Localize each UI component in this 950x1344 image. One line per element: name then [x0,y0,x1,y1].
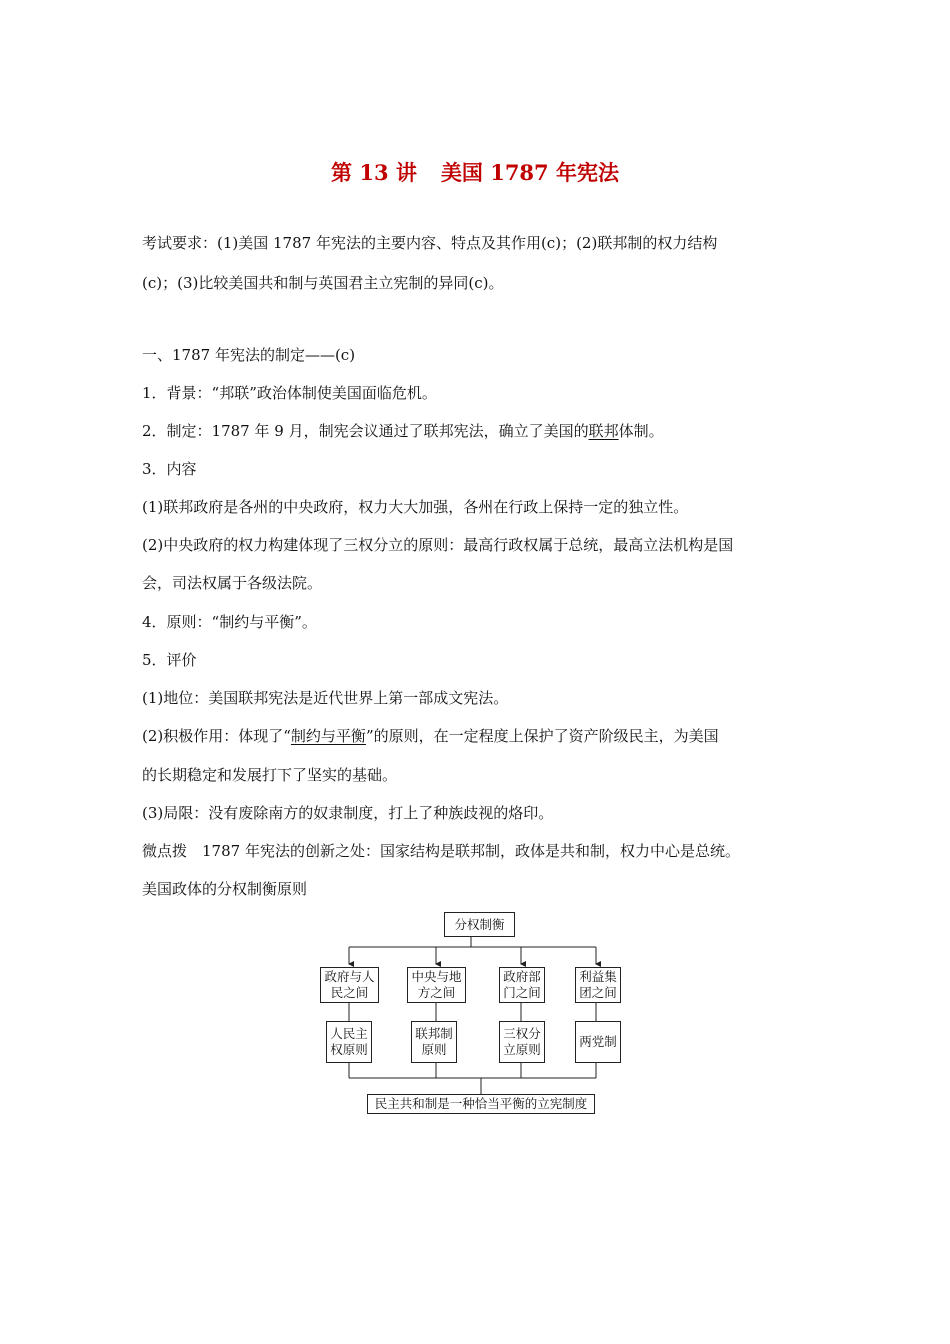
item-content-2b: 会，司法权属于各级法院。 [142,574,323,592]
item-content-2a: (2)中央政府的权力构建体现了三权分立的原则：最高行政权属于总统，最高立法机构是国 [142,536,734,554]
diagram-caption: 美国政体的分权制衡原则 [142,880,308,898]
exam-requirements-line-2: (c)；(3)比较美国共和制与英国君主立宪制的异同(c)。 [142,274,504,292]
tip-note: 微点拨 1787 年宪法的创新之处：国家结构是联邦制，政体是共和制，权力中心是总统。 [142,842,740,860]
item-evaluation-2b: 的长期稳定和发展打下了坚实的基础。 [142,766,398,784]
exam-requirements-line-1: 考试要求：(1)美国 1787 年宪法的主要内容、特点及其作用(c)；(2)联邦制的权力结构 [142,234,718,252]
item-enactment: 2．制定：1787 年 9 月，制宪会议通过了联邦宪法，确立了美国的联邦体制。 [142,422,664,440]
diagram-level2-box: 两党制 [575,1021,621,1063]
diagram-level1-box: 中央与地 方之间 [407,967,466,1003]
page-title [0,157,950,187]
item-evaluation-1: (1)地位：美国联邦宪法是近代世界上第一部成文宪法。 [142,689,509,707]
section-heading: 一、1787 年宪法的制定——(c) [142,346,356,364]
lecture-topic: 美国 1787 年宪法 [440,160,619,185]
item-evaluation-3: (3)局限：没有废除南方的奴隶制度，打上了种族歧视的烙印。 [142,804,554,822]
diagram-bottom-box: 民主共和制是一种恰当平衡的立宪制度 [367,1094,595,1114]
diagram-level2-box: 联邦制 原则 [411,1021,457,1063]
item-evaluation-2a: (2)积极作用：体现了“制约与平衡”的原则，在一定程度上保护了资产阶级民主，为美国 [142,727,719,745]
diagram-level1-box: 利益集 团之间 [575,967,621,1003]
item-content-heading: 3．内容 [142,460,197,478]
item-content-1: (1)联邦政府是各州的中央政府，权力大大加强，各州在行政上保持一定的独立性。 [142,498,689,516]
diagram-level1-box: 政府与人 民之间 [320,967,379,1003]
diagram-root-box: 分权制衡 [444,912,515,937]
item-principle: 4．原则：“制约与平衡”。 [142,613,317,631]
diagram-level1-box: 政府部 门之间 [499,967,545,1003]
diagram-level2-box: 人民主 权原则 [326,1021,372,1063]
lecture-number: 第 13 讲 [331,160,417,185]
underlined-term: 制约与平衡 [290,727,366,745]
underlined-term: 联邦 [588,422,619,440]
item-evaluation-heading: 5．评价 [142,651,197,669]
item-background: 1．背景：“邦联”政治体制使美国面临危机。 [142,384,437,402]
diagram-level2-box: 三权分 立原则 [499,1021,545,1063]
